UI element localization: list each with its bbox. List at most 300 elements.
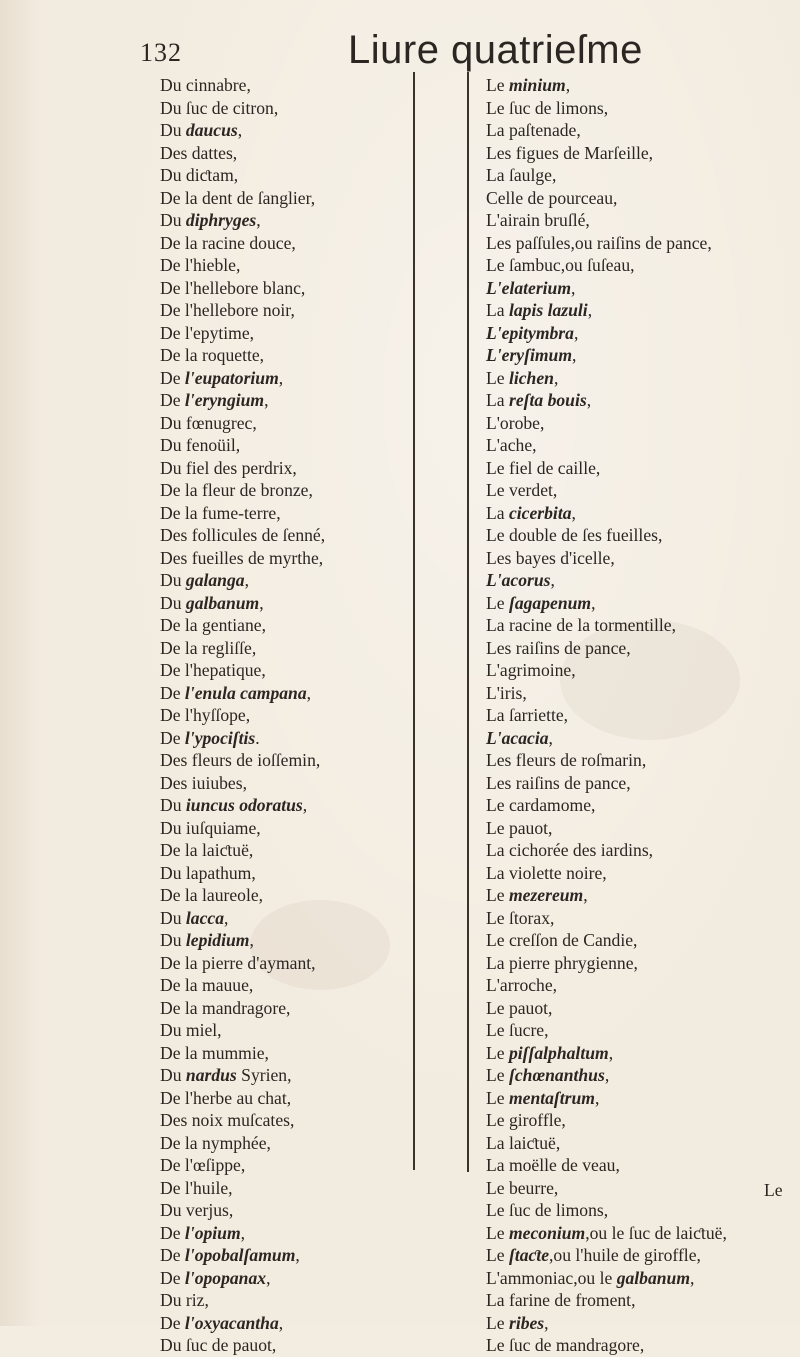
list-item <box>486 277 786 300</box>
entry-text: Le double de ſes fueilles, <box>486 525 663 545</box>
entry-text: Les raiſins de pance, <box>486 772 631 793</box>
list-item <box>486 1244 786 1267</box>
entry-text-tail: , <box>278 367 284 388</box>
entry-latin-term: L'acorus <box>486 570 551 590</box>
list-item <box>486 412 786 435</box>
list-item <box>160 344 420 367</box>
list-item <box>486 749 786 772</box>
entry-text: De l'epytime, <box>160 322 255 343</box>
list-item <box>160 1132 420 1155</box>
list-item <box>160 637 420 660</box>
list-item <box>160 1199 420 1222</box>
list-item <box>160 97 420 120</box>
entry-text: De l'hellebore blanc, <box>160 277 306 298</box>
entry-text: Les fleurs de roſmarin, <box>486 750 647 770</box>
entry-text-tail: , <box>224 907 229 928</box>
entry-text: La pierre phrygienne, <box>486 952 638 973</box>
entry-text: La paſtenade, <box>486 120 581 140</box>
entry-text-tail: , <box>278 1312 284 1333</box>
entry-text: De <box>160 682 185 703</box>
entry-text: Le pauot, <box>486 997 553 1018</box>
list-item <box>160 412 420 435</box>
list-item <box>160 1312 420 1335</box>
entry-latin-term: lichen <box>508 367 554 388</box>
entry-text: Le <box>486 367 509 388</box>
list-item <box>486 907 786 930</box>
entry-latin-term: L'acacia <box>486 727 549 748</box>
entry-text: Le <box>486 1222 509 1243</box>
list-item <box>160 187 420 210</box>
list-item <box>160 1109 420 1132</box>
entry-text: De la roquette, <box>160 345 265 365</box>
entry-text: Du <box>160 210 186 230</box>
list-item <box>160 839 420 862</box>
entry-latin-term: L'elaterium <box>486 277 572 298</box>
entry-text: Le beurre, <box>486 1177 559 1198</box>
list-item <box>486 974 786 997</box>
list-item <box>160 749 420 772</box>
entry-text: Du <box>160 907 186 928</box>
list-item <box>160 682 420 705</box>
list-item <box>160 592 420 615</box>
entry-text: Le ſuc de limons, <box>486 97 609 118</box>
entry-text: De l'herbe au chat, <box>160 1087 292 1108</box>
entry-text-tail: , <box>573 322 579 343</box>
entry-text: De la racine douce, <box>160 232 296 253</box>
entry-text: La violette noire, <box>486 862 607 883</box>
entry-text-tail: , <box>586 390 592 410</box>
entry-text: De l'hellebore noir, <box>160 300 295 320</box>
list-item <box>160 322 420 345</box>
list-item <box>486 524 786 547</box>
entry-text: La <box>486 502 509 523</box>
list-item <box>486 682 786 705</box>
entry-text: De la fume-terre, <box>160 502 281 523</box>
list-item <box>486 74 786 97</box>
list-item <box>160 569 420 592</box>
list-item <box>160 457 420 480</box>
entry-text: De la regliſſe, <box>160 637 257 658</box>
list-item <box>160 929 420 952</box>
list-item <box>486 704 786 727</box>
list-item <box>160 614 420 637</box>
list-item <box>160 907 420 930</box>
list-item <box>486 727 786 750</box>
entry-latin-term: l'opopanax <box>184 1267 267 1288</box>
list-item <box>160 772 420 795</box>
entry-text: Du verjus, <box>160 1200 234 1220</box>
entry-text: Du diƈtam, <box>160 165 239 185</box>
list-item <box>160 997 420 1020</box>
list-item <box>486 659 786 682</box>
list-item <box>160 1222 420 1245</box>
list-item <box>486 164 786 187</box>
list-item <box>160 704 420 727</box>
entry-text: Du lapathum, <box>160 862 256 883</box>
entry-text: De <box>160 727 185 748</box>
list-item <box>486 1334 786 1357</box>
entry-text: Du <box>160 570 186 590</box>
list-item <box>160 952 420 975</box>
entry-text: Le <box>486 885 509 905</box>
list-item <box>486 1222 786 1245</box>
entry-text: Du riz, <box>160 1290 209 1310</box>
entry-text: Les figues de Marſeille, <box>486 142 654 163</box>
page-number: 132 <box>140 38 182 67</box>
entry-text: Du <box>160 795 186 815</box>
entry-text-tail: , <box>591 592 596 613</box>
list-item <box>486 929 786 952</box>
list-item <box>486 1267 786 1290</box>
entry-text-tail: , <box>571 277 576 298</box>
entry-text-tail: , <box>266 1267 271 1288</box>
entry-text-tail: , <box>256 210 261 230</box>
entry-text-tail: , <box>553 367 559 388</box>
entry-text: Des iuiubes, <box>160 772 247 793</box>
list-item <box>486 547 786 570</box>
entry-text: La ſarriette, <box>486 705 569 725</box>
list-item <box>486 1312 786 1335</box>
list-item <box>160 794 420 817</box>
entry-text-tail: , <box>572 345 577 365</box>
entry-text: Le <box>486 1065 509 1085</box>
entry-text-tail: , <box>237 120 243 140</box>
entry-text-tail: ,ou le ſuc de laiƈtuë, <box>585 1222 727 1243</box>
list-item <box>160 1042 420 1065</box>
entry-text: Des follicules de ſenné, <box>160 525 326 545</box>
list-item <box>486 119 786 142</box>
entry-text: De la laiƈtuë, <box>160 840 254 860</box>
entry-latin-term: l'eryngium <box>184 390 265 410</box>
entry-text: Du <box>160 120 186 140</box>
list-item <box>160 277 420 300</box>
column-rule-right <box>467 72 469 1172</box>
entry-text: De l'huile, <box>160 1177 233 1198</box>
entry-text: Du miel, <box>160 1020 222 1040</box>
entry-text-tail: , <box>604 1065 610 1085</box>
entry-text-tail: , <box>583 885 588 905</box>
entry-text: Les paſſules,ou raiſins de pance, <box>486 232 712 253</box>
entry-latin-term: diphryges <box>185 210 257 230</box>
list-item <box>160 547 420 570</box>
entry-text: La cichorée des iardins, <box>486 840 654 860</box>
list-item <box>486 1132 786 1155</box>
entry-text-tail: , <box>302 795 308 815</box>
entry-text: Celle de pourceau, <box>486 187 618 208</box>
list-item <box>160 974 420 997</box>
entry-text: La ſaulge, <box>486 165 557 185</box>
entry-latin-term: reſta bouis <box>508 390 587 410</box>
entry-text-tail: , <box>295 1245 300 1265</box>
list-item <box>486 1177 786 1200</box>
entry-latin-term: lapis lazuli <box>508 300 588 320</box>
entry-text-tail: Syrien, <box>236 1065 292 1085</box>
entry-text-tail: . <box>255 727 260 748</box>
list-item <box>486 817 786 840</box>
list-item <box>486 389 786 412</box>
entry-latin-term: L'eryſimum <box>486 345 573 365</box>
entry-text: La farine de froment, <box>486 1290 636 1310</box>
entry-text: Les bayes d'icelle, <box>486 547 615 568</box>
list-item <box>160 1244 420 1267</box>
entry-text: La laiƈtuë, <box>486 1132 561 1153</box>
list-item <box>160 502 420 525</box>
entry-text: De la nymphée, <box>160 1132 271 1153</box>
list-item <box>160 209 420 232</box>
entry-latin-term: meconium <box>508 1222 586 1243</box>
entry-text-tail: , <box>264 390 269 410</box>
entry-text: Le fiel de caille, <box>486 457 601 478</box>
list-item <box>486 1109 786 1132</box>
list-item <box>486 1199 786 1222</box>
entry-text-tail: , <box>548 727 553 748</box>
list-item <box>160 524 420 547</box>
entry-text-tail: ,ou l'huile de giroffle, <box>549 1245 701 1265</box>
list-item <box>160 1177 420 1200</box>
list-item <box>486 254 786 277</box>
entry-text: De la mummie, <box>160 1042 269 1063</box>
entry-latin-term: l'opobalſamum <box>184 1245 296 1265</box>
list-item <box>160 1289 420 1312</box>
entry-text: La moëlle de veau, <box>486 1155 620 1175</box>
entry-text-tail: , <box>306 682 312 703</box>
list-item <box>160 884 420 907</box>
list-item <box>486 344 786 367</box>
entry-latin-term: iuncus odoratus <box>185 795 303 815</box>
list-item <box>486 187 786 210</box>
list-item <box>160 817 420 840</box>
entry-latin-term: l'oxyacantha <box>184 1312 279 1333</box>
entry-text: L'ammoniac,ou le <box>486 1267 617 1288</box>
list-item <box>486 209 786 232</box>
right-column <box>486 74 786 1357</box>
list-item <box>160 1087 420 1110</box>
list-item <box>160 1334 420 1357</box>
entry-text: Le <box>486 1087 509 1108</box>
list-item <box>486 839 786 862</box>
list-item <box>486 457 786 480</box>
list-item <box>486 592 786 615</box>
entry-latin-term: piſſalphaltum <box>508 1042 609 1063</box>
entry-text: L'agrimoine, <box>486 660 576 680</box>
entry-text: De l'hyſſope, <box>160 705 251 725</box>
entry-text: Des dattes, <box>160 142 238 163</box>
left-column <box>160 74 420 1357</box>
entry-text: L'arroche, <box>486 975 558 995</box>
entry-text: De <box>160 1312 185 1333</box>
entry-latin-term: lacca <box>185 907 225 928</box>
list-item <box>486 614 786 637</box>
entry-text: De la pierre d'aymant, <box>160 952 316 973</box>
entry-text: Des fueilles de myrthe, <box>160 547 324 568</box>
entry-text: Le verdet, <box>486 480 558 500</box>
entry-text: Du <box>160 592 186 613</box>
list-item <box>486 952 786 975</box>
entry-text: Du <box>160 930 186 950</box>
entry-text: De l'hieble, <box>160 255 241 275</box>
list-item <box>486 772 786 795</box>
list-item <box>160 1019 420 1042</box>
list-item <box>486 142 786 165</box>
entry-text-tail: , <box>608 1042 614 1063</box>
list-item <box>486 322 786 345</box>
entry-text: Le pauot, <box>486 817 553 838</box>
entry-text-tail: , <box>550 570 555 590</box>
list-item <box>160 1267 420 1290</box>
list-item <box>486 1019 786 1042</box>
entry-latin-term: galanga <box>185 570 245 590</box>
list-item <box>486 1087 786 1110</box>
entry-text: Du iuſquiame, <box>160 817 261 838</box>
entry-text-tail: , <box>595 1087 600 1108</box>
entry-text: La <box>486 300 509 320</box>
list-item <box>486 479 786 502</box>
list-item <box>160 479 420 502</box>
list-item <box>486 367 786 390</box>
entry-latin-term: ribes <box>508 1312 545 1333</box>
entry-text: De l'œſippe, <box>160 1155 246 1175</box>
entry-text-tail: , <box>544 1312 549 1333</box>
entry-text: La <box>486 390 509 410</box>
entry-text: Du ſuc de pauot, <box>160 1335 277 1355</box>
list-item <box>486 1042 786 1065</box>
entry-text: De <box>160 390 185 410</box>
entry-text: Le cardamome, <box>486 795 596 815</box>
page-header <box>130 28 690 72</box>
list-item <box>486 1064 786 1087</box>
entry-text: Le <box>486 1042 509 1063</box>
entry-latin-term: l'opium <box>184 1222 241 1243</box>
list-item <box>486 862 786 885</box>
list-item <box>160 1154 420 1177</box>
entry-text-tail: , <box>587 300 593 320</box>
list-item <box>160 727 420 750</box>
entry-latin-term: galbanum <box>185 592 260 613</box>
entry-latin-term: minium <box>508 75 566 95</box>
entry-text: Des noix muſcates, <box>160 1110 295 1130</box>
list-item <box>160 434 420 457</box>
entry-latin-term: mentaſtrum <box>508 1087 595 1108</box>
list-item <box>486 884 786 907</box>
entry-text-tail: , <box>690 1267 695 1288</box>
entry-text: De <box>160 1222 185 1243</box>
entry-text: De <box>160 1267 185 1288</box>
entry-text: Le <box>486 1245 509 1265</box>
entry-text: Du ſuc de citron, <box>160 97 279 118</box>
list-item <box>160 232 420 255</box>
entry-text: Les raiſins de pance, <box>486 637 631 658</box>
entry-latin-term: l'ypociſtis <box>184 727 256 748</box>
entry-latin-term: nardus <box>185 1065 237 1085</box>
entry-text: De la mauue, <box>160 975 254 995</box>
entry-latin-term: l'eupatorium <box>184 367 279 388</box>
entry-text: Du fenoüil, <box>160 435 241 455</box>
entry-text: De <box>160 367 185 388</box>
entry-latin-term: mezereum <box>508 885 584 905</box>
entry-text: L'airain bruſlé, <box>486 210 590 230</box>
running-head: Liure quatrieſme <box>348 28 643 72</box>
list-item <box>486 97 786 120</box>
list-item <box>486 569 786 592</box>
entry-latin-term: ſtaƈte <box>508 1245 550 1265</box>
list-item <box>160 74 420 97</box>
entry-text: L'orobe, <box>486 412 545 433</box>
list-item <box>160 254 420 277</box>
entry-text: L'ache, <box>486 435 537 455</box>
entry-text: Du fiel des perdrix, <box>160 457 297 478</box>
list-item <box>160 299 420 322</box>
entry-text: Le <box>486 592 509 613</box>
entry-text: Du fœnugrec, <box>160 412 257 433</box>
entry-text: Le <box>486 1312 509 1333</box>
list-item <box>160 119 420 142</box>
list-item <box>486 502 786 525</box>
list-item <box>160 862 420 885</box>
list-item <box>486 794 786 817</box>
entry-text: Le ſucre, <box>486 1020 549 1040</box>
entry-text: La racine de la tormentille, <box>486 615 677 635</box>
entry-latin-term: galbanum <box>616 1267 691 1288</box>
entry-text-tail: , <box>571 502 576 523</box>
list-item <box>160 367 420 390</box>
list-item <box>486 1154 786 1177</box>
entry-text: De l'hepatique, <box>160 660 266 680</box>
entry-text: De la gentiane, <box>160 615 267 635</box>
entry-text: De la laureole, <box>160 885 264 905</box>
entry-text: Des fleurs de ioſſemin, <box>160 750 321 770</box>
entry-text: De la fleur de bronze, <box>160 480 313 500</box>
entry-text: L'iris, <box>486 682 527 703</box>
entry-text: Le giroffle, <box>486 1110 566 1130</box>
entry-text-tail: , <box>249 930 254 950</box>
entry-latin-term: ſchœnanthus <box>508 1065 605 1085</box>
list-item <box>486 637 786 660</box>
entry-text: Le ſtorax, <box>486 907 555 928</box>
entry-text: De <box>160 1245 185 1265</box>
entry-text: Le creſſon de Candie, <box>486 930 638 950</box>
entry-text: Le ſuc de mandragore, <box>486 1335 645 1355</box>
entry-latin-term: l'enula campana <box>184 682 307 703</box>
list-item <box>160 1064 420 1087</box>
entry-text: De la dent de ſanglier, <box>160 187 316 208</box>
list-item <box>160 659 420 682</box>
list-item <box>486 434 786 457</box>
entry-text: Du <box>160 1065 186 1085</box>
entry-latin-term: lepidium <box>185 930 250 950</box>
entry-text: Le ſuc de limons, <box>486 1200 609 1220</box>
entry-text: Le <box>486 75 509 95</box>
entry-latin-term: cicerbita <box>508 502 572 523</box>
list-item <box>486 232 786 255</box>
list-item <box>486 299 786 322</box>
list-item <box>486 997 786 1020</box>
entry-text-tail: , <box>244 570 249 590</box>
entry-text: Du cinnabre, <box>160 75 251 95</box>
entry-latin-term: daucus <box>185 120 238 140</box>
list-item <box>160 142 420 165</box>
entry-latin-term: L'epitymbra <box>486 322 574 343</box>
entry-latin-term: ſagapenum <box>508 592 592 613</box>
list-item <box>160 164 420 187</box>
entry-text-tail: , <box>240 1222 246 1243</box>
entry-text: De la mandragore, <box>160 997 291 1018</box>
catchword: Le <box>764 1180 783 1200</box>
entry-text: Le ſambuc,ou ſuſeau, <box>486 255 635 275</box>
list-item <box>486 1289 786 1312</box>
entry-text-tail: , <box>565 75 571 95</box>
entry-text-tail: , <box>259 592 264 613</box>
list-item <box>160 389 420 412</box>
